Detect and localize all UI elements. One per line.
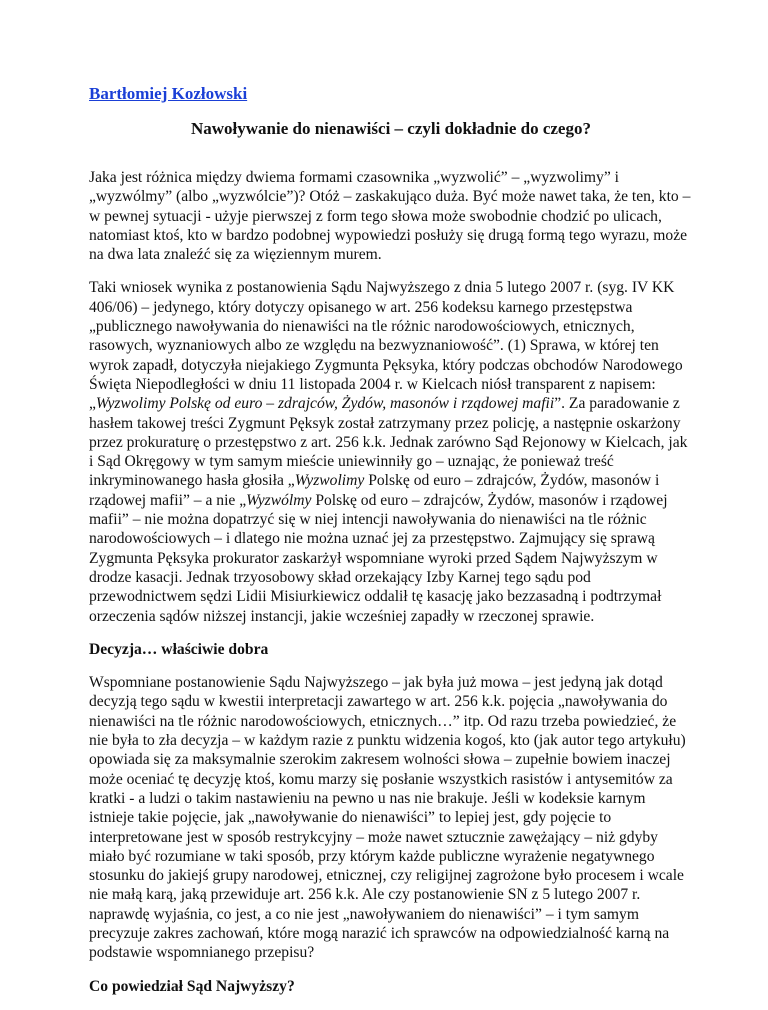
paragraph-case-text-1: Taki wniosek wynika z postanowienia Sądu Najwyższego z dnia 5 lutego 2007 r. (syg. IV KK 406/06) – jedynego, który dotyczy opisanego w art. 256 kodeksu karnego przestępstwa „publicznego nawoływania do nienawiści na tle różnic narodowościowych, etnicznych, rasowych, wyznaniowych albo ze względu na bezwyznaniowość”. (1) Sprawa, w której ten wyrok zapadł, dotyczyła niejakiego Zygmunta Pęksyka, który podczas obchodów Narodowego Święta Niepodległości w dniu 11 listopada 2004 r. w Kielcach niósł transparent z napisem: „ [89,279,683,413]
banner-slogan-italic: Wyzwolimy Polskę od euro – zdrajców, Żydów, masonów i rządowej mafii [95,395,555,413]
paragraph-case [89,278,693,625]
document-page [89,84,693,1010]
section-heading-decision: Decyzja… właściwie dobra [89,640,269,658]
word-wyzwolimy-italic: Wyzwolimy [294,472,365,490]
article-title: Nawoływanie do nienawiści – czyli dokładnie do czego? [191,119,591,138]
paragraph-case-text-3: Polskę od euro – zdrajców, Żydów, masonów i rządowej mafii” – a nie „ [89,472,660,509]
paragraph-case-text-2: ”. Za paradowanie z hasłem takowej treści Zygmunt Pęksyk został zatrzymany przez policję, a następnie oskarżony przez prokuraturę o przestępstwo z art. 256 k.k. Jednak zarówno Sąd Rejonowy w Kielcach, jak i Sąd Okręgowy w tym samym mieście uniewinniły go – uznając, że ponieważ treść inkryminowanego hasła głosiła „ [89,395,688,490]
author-link[interactable]: Bartłomiej Kozłowski [89,84,248,103]
paragraph-case-text-4: Polskę od euro – zdrajców, Żydów, masonów i rządowej mafii” – nie można dopatrzyć się w niej intencji nawoływania do nienawiści na tle różnic narodowościowych – i dlatego nie można uznać jej za przestępstwo. Zajmujący się sprawą Zygmunta Pęksyka prokurator zaskarżył wspomniane wyroki przed Sądem Najwyższym w drodze kasacji. Jednak trzyosobowy skład orzekający Izby Karnej tego sądu pod przewodnictwem sędzi Lidii Misiurkiewicz oddalił tę kasację jako bezzasadną i podtrzymał orzeczenia sądów niższej instancji, jakie wcześniej zapadły w rzeczonej sprawie. [89,491,668,625]
paragraph-decision: Wspomniane postanowienie Sądu Najwyższego – jak była już mowa – jest jedyną jak dotąd decyzją tego sądu w kwestii interpretacji zawartego w art. 256 k.k. pojęcia „nawoływania do nienawiści na tle różnic narodowościowych, etnicznych…” itp. Od razu trzeba powiedzieć, że nie była to zła decyzja – w każdym razie z punktu widzenia kogoś, kto (jak autor tego artykułu) opowiada się za maksymalnie szerokim zakresem wolności słowa – zupełnie bowiem inaczej może oceniać tę decyzję ktoś, komu marzy się posłanie wszystkich rasistów i antysemitów za kratki - a ludzi o takim nastawieniu na pewno u nas nie brakuje. Jeśli w kodeksie karnym istnieje takie pojęcie, jak „nawoływanie do nienawiści” to lepiej jest, gdy pojęcie to interpretowane jest w sposób restrykcyjny – może nawet sztucznie zawężający – niż gdyby miało być rozumiane w taki sposób, przy którym każde publiczne wyrażenie negatywnego stosunku do jakiejś grupy narodowej, etnicznej, czy religijnej zagrożone było procesem i wcale nie małą karą, jaką przewiduje art. 256 k.k. Ale czy postanowienie SN z 5 lutego 2007 r. naprawdę wyjaśnia, co jest, a co nie jest „nawoływaniem do nienawiści” – i tym samym precyzuje zakres zachowań, które mogą narazić ich sprawców na odpowiedzialność karną na podstawie wspomnianego przepisu? [89,674,686,962]
paragraph-intro: Jaka jest różnica między dwiema formami czasownika „wyzwolić” – „wyzwolimy” i „wyzwólmy” (albo „wyzwólcie”)? Otóż – zaskakująco duża. Być może nawet taka, że ten, kto – w pewnej sytuacji - użyje pierwszej z form tego słowa może swobodnie chodzić po ulicach, natomiast ktoś, kto w bardzo podobnej wypowiedzi posłuży się drugą formą tego wyrazu, może na dwa lata znaleźć się za więziennym murem. [89,169,691,264]
word-wyzwolmy-italic: Wyzwólmy [246,491,312,509]
section-heading-supreme-court: Co powiedział Sąd Najwyższy? [89,977,295,995]
